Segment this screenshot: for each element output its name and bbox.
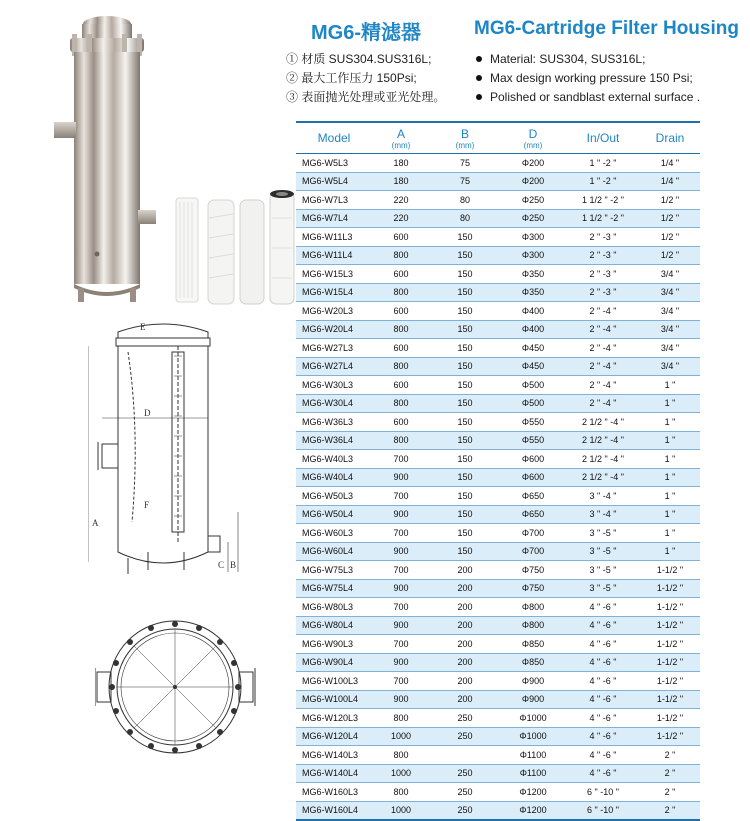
cell-inout: 4 " -6 " (566, 672, 640, 691)
cell-d: Φ500 (500, 394, 566, 413)
cell-model: MG6-W27L4 (296, 357, 372, 376)
drawing-label-b: B (230, 560, 237, 570)
cell-inout: 2 " -4 " (566, 394, 640, 413)
cell-b: 200 (430, 561, 500, 580)
cell-b: 150 (430, 376, 500, 395)
cell-a: 900 (372, 468, 430, 487)
cell-a: 600 (372, 265, 430, 284)
cell-b: 150 (430, 505, 500, 524)
cell-a: 900 (372, 505, 430, 524)
cell-drain: 1 " (640, 376, 700, 395)
cell-model: MG6-W15L3 (296, 265, 372, 284)
filter-cartridges-photo (174, 188, 298, 312)
cell-b: 150 (430, 431, 500, 450)
cell-b: 250 (430, 764, 500, 783)
cell-model: MG6-W60L4 (296, 542, 372, 561)
technical-drawing-elevation (88, 312, 288, 600)
drawing-label-c: C (218, 560, 225, 570)
cell-a: 800 (372, 320, 430, 339)
cell-model: MG6-W11L4 (296, 246, 372, 265)
table-row (296, 450, 700, 469)
col-drain: Drain (640, 122, 700, 154)
cell-b: 200 (430, 616, 500, 635)
cell-model: MG6-W5L4 (296, 172, 372, 191)
table-row (296, 265, 700, 284)
cell-a: 700 (372, 450, 430, 469)
cell-a: 180 (372, 172, 430, 191)
cell-a: 700 (372, 561, 430, 580)
cell-model: MG6-W36L4 (296, 431, 372, 450)
cell-drain: 1-1/2 " (640, 709, 700, 728)
bullet-icon (476, 75, 482, 81)
table-row (296, 801, 700, 820)
cell-d: Φ700 (500, 524, 566, 543)
cell-inout: 4 " -6 " (566, 727, 640, 746)
cell-d: Φ850 (500, 653, 566, 672)
title-cn: MG6-精滤器 (311, 22, 421, 44)
feature-en-item: Max design working pressure 150 Psi; (476, 69, 700, 88)
cell-inout: 4 " -6 " (566, 653, 640, 672)
cell-drain: 3/4 " (640, 320, 700, 339)
cell-d: Φ750 (500, 561, 566, 580)
cell-inout: 2 " -3 " (566, 283, 640, 302)
table-row (296, 709, 700, 728)
table-row (296, 191, 700, 210)
cell-b: 150 (430, 228, 500, 247)
cell-model: MG6-W60L3 (296, 524, 372, 543)
cell-b: 150 (430, 487, 500, 506)
cell-inout: 6 " -10 " (566, 801, 640, 820)
cell-b: 200 (430, 672, 500, 691)
cell-inout: 4 " -6 " (566, 690, 640, 709)
cell-d: Φ1000 (500, 727, 566, 746)
feature-en-item: Material: SUS304, SUS316L; (476, 50, 700, 69)
table-row (296, 561, 700, 580)
cell-d: Φ750 (500, 579, 566, 598)
cell-d: Φ700 (500, 542, 566, 561)
cell-d: Φ250 (500, 191, 566, 210)
drawing-label-f: F (144, 500, 150, 510)
cell-d: Φ350 (500, 283, 566, 302)
cell-inout: 4 " -6 " (566, 598, 640, 617)
cell-b: 150 (430, 339, 500, 358)
cell-a: 220 (372, 209, 430, 228)
cell-b: 200 (430, 579, 500, 598)
cell-model: MG6-W80L4 (296, 616, 372, 635)
cell-inout: 1 1/2 " -2 " (566, 191, 640, 210)
cell-a: 800 (372, 283, 430, 302)
cell-inout: 2 1/2 " -4 " (566, 413, 640, 432)
cell-a: 900 (372, 542, 430, 561)
cell-a: 700 (372, 635, 430, 654)
cell-a: 800 (372, 783, 430, 802)
cell-inout: 1 " -2 " (566, 172, 640, 191)
cell-model: MG6-W30L3 (296, 376, 372, 395)
cell-model: MG6-W100L4 (296, 690, 372, 709)
table-row (296, 690, 700, 709)
features-en (476, 50, 700, 107)
table-row (296, 764, 700, 783)
table-row (296, 468, 700, 487)
cell-model: MG6-W20L4 (296, 320, 372, 339)
cell-model: MG6-W20L3 (296, 302, 372, 321)
cell-a: 1000 (372, 764, 430, 783)
cell-drain: 1-1/2 " (640, 727, 700, 746)
cell-model: MG6-W100L3 (296, 672, 372, 691)
cell-model: MG6-W5L3 (296, 154, 372, 173)
table-row (296, 246, 700, 265)
cell-model: MG6-W75L3 (296, 561, 372, 580)
cell-drain: 3/4 " (640, 357, 700, 376)
cell-drain: 1/2 " (640, 228, 700, 247)
cell-b: 80 (430, 209, 500, 228)
cell-drain: 1 " (640, 468, 700, 487)
cell-inout: 3 " -5 " (566, 542, 640, 561)
table-row (296, 339, 700, 358)
cell-d: Φ450 (500, 339, 566, 358)
cell-a: 600 (372, 228, 430, 247)
cell-d: Φ250 (500, 209, 566, 228)
table-row (296, 394, 700, 413)
table-row (296, 154, 700, 173)
cell-b: 250 (430, 709, 500, 728)
cell-a: 900 (372, 690, 430, 709)
cell-a: 800 (372, 709, 430, 728)
cell-a: 600 (372, 376, 430, 395)
drawing-label-d: D (144, 408, 151, 418)
cell-d: Φ400 (500, 302, 566, 321)
table-row (296, 783, 700, 802)
table-row (296, 672, 700, 691)
technical-drawing-top-view (95, 612, 265, 762)
cell-inout: 3 " -5 " (566, 579, 640, 598)
cell-a: 180 (372, 154, 430, 173)
table-row (296, 413, 700, 432)
cell-d: Φ650 (500, 487, 566, 506)
title-en: MG6-Cartridge Filter Housing (474, 18, 739, 39)
cell-model: MG6-W50L3 (296, 487, 372, 506)
cell-d: Φ400 (500, 320, 566, 339)
cell-d: Φ550 (500, 413, 566, 432)
feature-en-item: Polished or sandblast external surface . (476, 88, 700, 107)
cell-b: 200 (430, 635, 500, 654)
cell-d: Φ900 (500, 690, 566, 709)
col-d: D (mm) (500, 122, 566, 154)
cell-inout: 2 " -3 " (566, 265, 640, 284)
cell-inout: 3 " -5 " (566, 524, 640, 543)
cell-inout: 2 1/2 " -4 " (566, 468, 640, 487)
cell-a: 700 (372, 598, 430, 617)
cell-b: 150 (430, 413, 500, 432)
cell-drain: 1 " (640, 542, 700, 561)
cell-inout: 4 " -6 " (566, 746, 640, 765)
cell-d: Φ350 (500, 265, 566, 284)
cell-a: 1000 (372, 801, 430, 820)
cell-a: 800 (372, 357, 430, 376)
col-inout: In/Out (566, 122, 640, 154)
table-row (296, 598, 700, 617)
cell-inout: 2 " -4 " (566, 302, 640, 321)
table-row (296, 746, 700, 765)
table-row (296, 209, 700, 228)
table-row (296, 357, 700, 376)
cell-d: Φ1200 (500, 783, 566, 802)
cell-model: MG6-W7L3 (296, 191, 372, 210)
cell-inout: 4 " -6 " (566, 764, 640, 783)
cell-drain: 1 " (640, 505, 700, 524)
cell-model: MG6-W140L3 (296, 746, 372, 765)
cell-b: 250 (430, 783, 500, 802)
cell-inout: 2 1/2 " -4 " (566, 431, 640, 450)
col-b: B (mm) (430, 122, 500, 154)
cell-d: Φ450 (500, 357, 566, 376)
cell-model: MG6-W75L4 (296, 579, 372, 598)
cell-a: 1000 (372, 727, 430, 746)
cell-drain: 1-1/2 " (640, 598, 700, 617)
col-a: A (mm) (372, 122, 430, 154)
cell-inout: 3 " -5 " (566, 561, 640, 580)
cell-inout: 2 1/2 " -4 " (566, 450, 640, 469)
cell-inout: 4 " -6 " (566, 709, 640, 728)
cell-drain: 1-1/2 " (640, 635, 700, 654)
cell-d: Φ550 (500, 431, 566, 450)
cell-drain: 2 " (640, 746, 700, 765)
cell-model: MG6-W90L4 (296, 653, 372, 672)
drawing-label-e: E (140, 322, 146, 332)
features-cn (286, 50, 445, 107)
cell-drain: 1 " (640, 394, 700, 413)
cell-b: 250 (430, 727, 500, 746)
cell-drain: 1 " (640, 487, 700, 506)
cell-b: 150 (430, 394, 500, 413)
table-row (296, 727, 700, 746)
cell-a: 900 (372, 579, 430, 598)
cell-a: 600 (372, 413, 430, 432)
cell-drain: 1-1/2 " (640, 616, 700, 635)
cell-d: Φ300 (500, 246, 566, 265)
cell-a: 900 (372, 653, 430, 672)
filter-housing-photo (52, 10, 162, 310)
cell-drain: 3/4 " (640, 283, 700, 302)
cell-drain: 1-1/2 " (640, 690, 700, 709)
cell-drain: 1/2 " (640, 209, 700, 228)
feature-cn-item: ② 最大工作压力 150Psi; (286, 71, 417, 85)
cell-inout: 4 " -6 " (566, 635, 640, 654)
cell-d: Φ850 (500, 635, 566, 654)
cell-model: MG6-W40L3 (296, 450, 372, 469)
cell-drain: 1/4 " (640, 172, 700, 191)
cell-b: 75 (430, 154, 500, 173)
cell-drain: 1/2 " (640, 246, 700, 265)
cell-d: Φ600 (500, 450, 566, 469)
cell-inout: 2 " -4 " (566, 339, 640, 358)
drawing-label-a: A (92, 518, 99, 528)
cell-drain: 1-1/2 " (640, 579, 700, 598)
cell-b: 150 (430, 468, 500, 487)
cell-b: 200 (430, 690, 500, 709)
cell-d: Φ600 (500, 468, 566, 487)
cell-model: MG6-W160L3 (296, 783, 372, 802)
feature-cn-item: ③ 表面抛光处理或亚光处理。 (286, 90, 446, 104)
cell-model: MG6-W120L3 (296, 709, 372, 728)
cell-b: 150 (430, 265, 500, 284)
cell-b: 80 (430, 191, 500, 210)
cell-d: Φ300 (500, 228, 566, 247)
cell-model: MG6-W50L4 (296, 505, 372, 524)
cell-a: 700 (372, 672, 430, 691)
cell-model: MG6-W11L3 (296, 228, 372, 247)
cell-d: Φ1100 (500, 746, 566, 765)
cell-b (430, 746, 500, 765)
cell-b: 250 (430, 801, 500, 820)
cell-d: Φ800 (500, 616, 566, 635)
cell-drain: 3/4 " (640, 302, 700, 321)
cell-drain: 1 " (640, 450, 700, 469)
cell-d: Φ1000 (500, 709, 566, 728)
feature-cn-item: ① 材质 SUS304.SUS316L; (286, 52, 432, 66)
table-row (296, 524, 700, 543)
cell-a: 600 (372, 302, 430, 321)
cell-drain: 3/4 " (640, 265, 700, 284)
cell-a: 900 (372, 616, 430, 635)
cell-d: Φ900 (500, 672, 566, 691)
cell-d: Φ800 (500, 598, 566, 617)
cell-drain: 1 " (640, 431, 700, 450)
cell-model: MG6-W30L4 (296, 394, 372, 413)
table-row (296, 505, 700, 524)
cell-inout: 2 " -3 " (566, 246, 640, 265)
cell-a: 800 (372, 394, 430, 413)
cell-b: 150 (430, 524, 500, 543)
cell-b: 150 (430, 283, 500, 302)
cell-drain: 1-1/2 " (640, 653, 700, 672)
cell-a: 600 (372, 339, 430, 358)
cell-b: 150 (430, 302, 500, 321)
cell-inout: 2 " -4 " (566, 376, 640, 395)
cell-model: MG6-W160L4 (296, 801, 372, 820)
cell-inout: 6 " -10 " (566, 783, 640, 802)
table-row (296, 431, 700, 450)
cell-d: Φ1200 (500, 801, 566, 820)
cell-a: 700 (372, 524, 430, 543)
cell-inout: 1 1/2 " -2 " (566, 209, 640, 228)
cell-drain: 2 " (640, 801, 700, 820)
cell-model: MG6-W80L3 (296, 598, 372, 617)
cell-model: MG6-W90L3 (296, 635, 372, 654)
table-header-row (296, 122, 700, 154)
cell-a: 220 (372, 191, 430, 210)
cell-d: Φ200 (500, 172, 566, 191)
cell-inout: 3 " -4 " (566, 505, 640, 524)
cell-drain: 1 " (640, 524, 700, 543)
table-row (296, 487, 700, 506)
cell-model: MG6-W27L3 (296, 339, 372, 358)
table-row (296, 228, 700, 247)
cell-model: MG6-W120L4 (296, 727, 372, 746)
cell-model: MG6-W15L4 (296, 283, 372, 302)
cell-inout: 2 " -3 " (566, 228, 640, 247)
cell-d: Φ200 (500, 154, 566, 173)
cell-drain: 1 " (640, 413, 700, 432)
cell-a: 800 (372, 246, 430, 265)
table-row (296, 635, 700, 654)
cell-d: Φ1100 (500, 764, 566, 783)
cell-drain: 1/4 " (640, 154, 700, 173)
cell-model: MG6-W7L4 (296, 209, 372, 228)
cell-inout: 3 " -4 " (566, 487, 640, 506)
cell-b: 150 (430, 542, 500, 561)
table-row (296, 616, 700, 635)
cell-inout: 2 " -4 " (566, 357, 640, 376)
cell-d: Φ500 (500, 376, 566, 395)
bullet-icon (476, 56, 482, 62)
cell-b: 75 (430, 172, 500, 191)
cell-d: Φ650 (500, 505, 566, 524)
cell-b: 200 (430, 598, 500, 617)
cell-inout: 1 " -2 " (566, 154, 640, 173)
cell-inout: 2 " -4 " (566, 320, 640, 339)
cell-drain: 2 " (640, 783, 700, 802)
cell-drain: 1-1/2 " (640, 561, 700, 580)
bullet-icon (476, 94, 482, 100)
cell-b: 150 (430, 246, 500, 265)
table-row (296, 376, 700, 395)
table-row (296, 653, 700, 672)
cell-b: 200 (430, 653, 500, 672)
table-row (296, 579, 700, 598)
table-row (296, 542, 700, 561)
cell-drain: 1/2 " (640, 191, 700, 210)
cell-drain: 2 " (640, 764, 700, 783)
cell-a: 800 (372, 431, 430, 450)
cell-model: MG6-W36L3 (296, 413, 372, 432)
cell-drain: 1-1/2 " (640, 672, 700, 691)
cell-inout: 4 " -6 " (566, 616, 640, 635)
col-model: Model (296, 122, 372, 154)
cell-a: 800 (372, 746, 430, 765)
table-row (296, 320, 700, 339)
cell-b: 150 (430, 357, 500, 376)
cell-a: 700 (372, 487, 430, 506)
cell-b: 150 (430, 450, 500, 469)
spec-table (296, 121, 700, 821)
table-row (296, 302, 700, 321)
table-row (296, 283, 700, 302)
cell-drain: 3/4 " (640, 339, 700, 358)
cell-b: 150 (430, 320, 500, 339)
cell-model: MG6-W140L4 (296, 764, 372, 783)
table-row (296, 172, 700, 191)
cell-model: MG6-W40L4 (296, 468, 372, 487)
